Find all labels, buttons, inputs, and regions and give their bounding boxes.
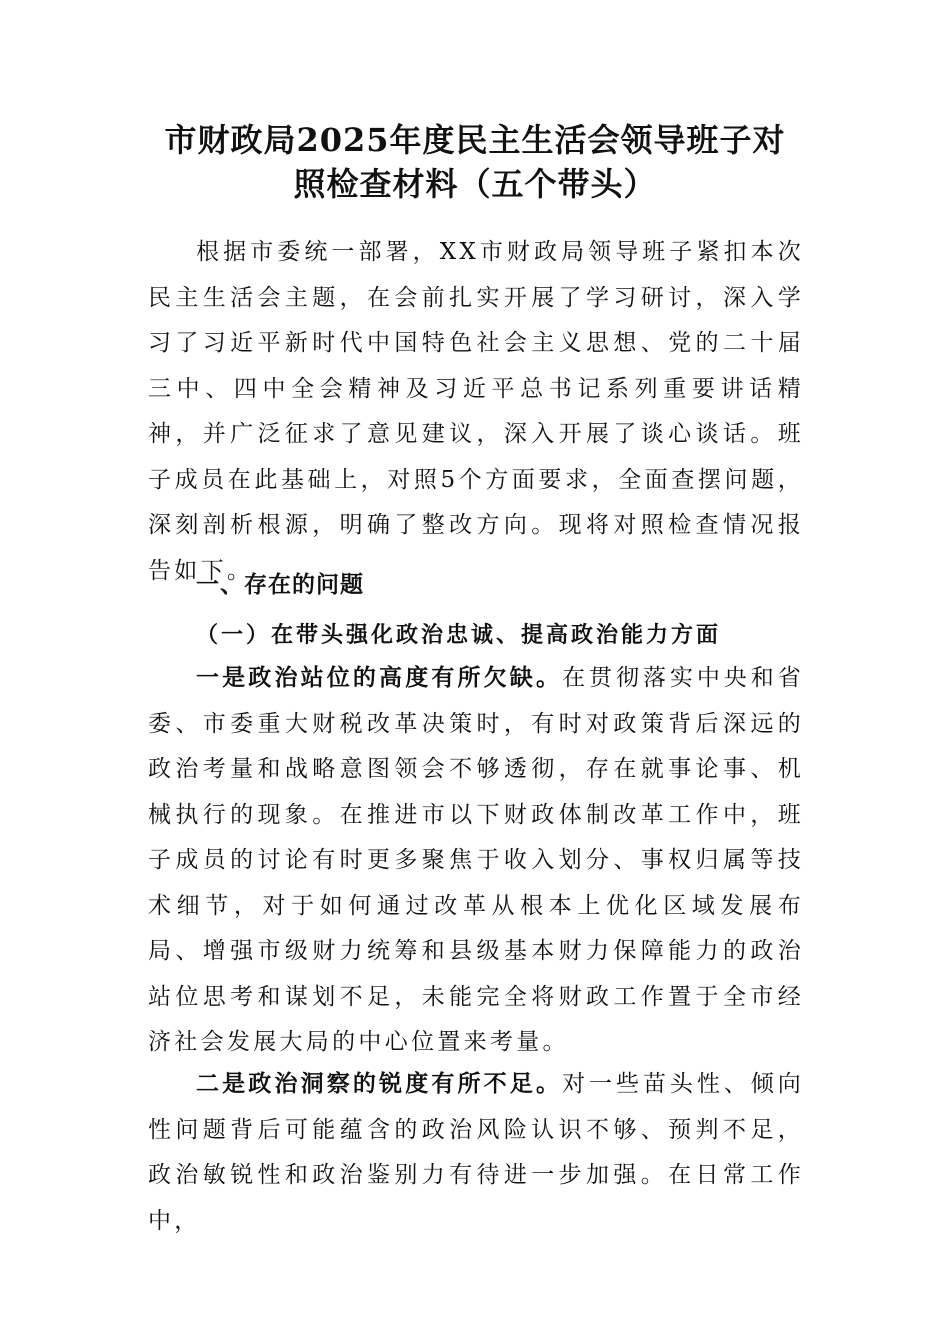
point-2-paragraph <box>148 1062 804 1244</box>
point-1-lead: 一是政治站位的高度有所欠缺。 <box>196 665 563 691</box>
subsection-heading-political-loyalty: （一）在带头强化政治忠诚、提高政治能力方面 <box>196 622 722 648</box>
intro-paragraph: 根据市委统一部署，XX市财政局领导班子紧扣本次民主生活会主题，在会前扎实开展了学习研讨，深入学习了习近平新时代中国特色社会主义思想、党的二十届三中、四中全会精神及习近平总书记系列重要讲话精神，并广泛征求了意见建议，深入开展了谈心谈话。班子成员在此基础上，对照5个方面要求，全面查摆问题，深刻剖析根源，明确了整改方向。现将对照检查情况报告如下。 <box>148 239 804 584</box>
point-1-body: 在贯彻落实中央和省委、市委重大财税改革决策时，有时对政策背后深远的政治考量和战略意图领会不够透彻，存在就事论事、机械执行的现象。在推进市以下财政体制改革工作中，班子成员的讨论有时更多聚焦于收入划分、事权归属等技术细节，对于如何通过改革从根本上优化区域发展布局、增强市级财力统筹和县级基本财力保障能力的政治站位思考和谋划不足，未能完全将财政工作置于全市经济社会发展大局的中心位置来考量。 <box>148 665 805 1055</box>
point-2-body: 对一些苗头性、倾向性问题背后可能蕴含的政治风险认识不够、预判不足，政治敏锐性和政治鉴别力有待进一步加强。在日常工作中， <box>148 1071 805 1234</box>
point-1-paragraph <box>148 656 804 1066</box>
document-title-line-2: 照检查材料（五个带头） <box>293 165 657 203</box>
point-2-lead: 二是政治洞察的锐度有所不足。 <box>196 1071 563 1097</box>
document-title-line-1: 市财政局2025年度民主生活会领导班子对 <box>164 121 786 159</box>
section-heading-problems: 一、存在的问题 <box>196 572 364 598</box>
